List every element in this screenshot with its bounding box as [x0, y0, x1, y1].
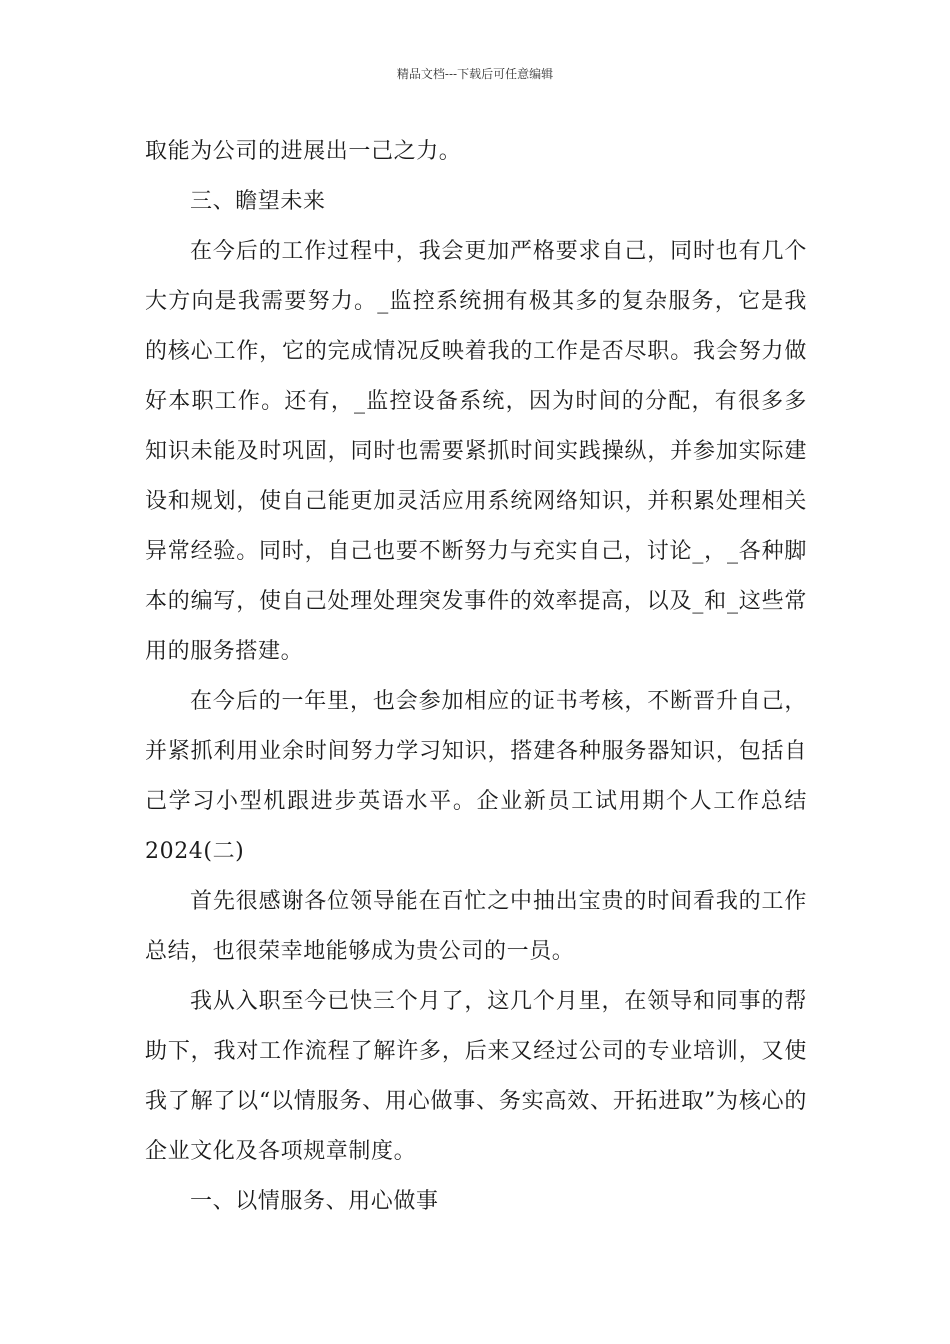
section-heading-service: 一、以情服务、用心做事: [190, 1189, 439, 1214]
page-header: 精品文档---下载后可任意编辑: [396, 67, 554, 81]
paragraph: 我从入职至今已快三个月了，这几个月里，在领导和同事的帮助下，我对工作流程了解许多，后来又经过公司的专业培训，又使我了解了以“以情服务、用心做事、务实高效、开拓进取”为核心的企业文化及各项规章制度。: [145, 989, 807, 1164]
document-body: [145, 127, 807, 1227]
paragraph: 在今后的工作过程中，我会更加严格要求自己，同时也有几个大方向是我需要努力。_监控系统拥有极其多的复杂服务，它是我的核心工作，它的完成情况反映着我的工作是否尽职。我会努力做好本职工作。还有，_监控设备系统，因为时间的分配，有很多多知识未能及时巩固，同时也需要紧抓时间实践操纵，并参加实际建设和规划，使自己能更加灵活应用系统网络知识，并积累处理相关异常经验。同时，自己也要不断努力与充实自己，讨论_，_各种脚本的编写，使自己处理处理突发事件的效率提高，以及_和_这些常用的服务搭建。: [145, 239, 807, 664]
paragraph-continuation: 取能为公司的进展出一己之力。: [145, 139, 462, 164]
section-heading-future: 三、瞻望未来: [190, 189, 326, 214]
paragraph: 首先很感谢各位领导能在百忙之中抽出宝贵的时间看我的工作总结，也很荣幸地能够成为贵公司的一员。: [145, 889, 807, 964]
paragraph: 在今后的一年里，也会参加相应的证书考核，不断晋升自己，并紧抓利用业余时间努力学习知识，搭建各种服务器知识，包括自己学习小型机跟进步英语水平。企业新员工试用期个人工作总结2024(二): [145, 689, 807, 864]
